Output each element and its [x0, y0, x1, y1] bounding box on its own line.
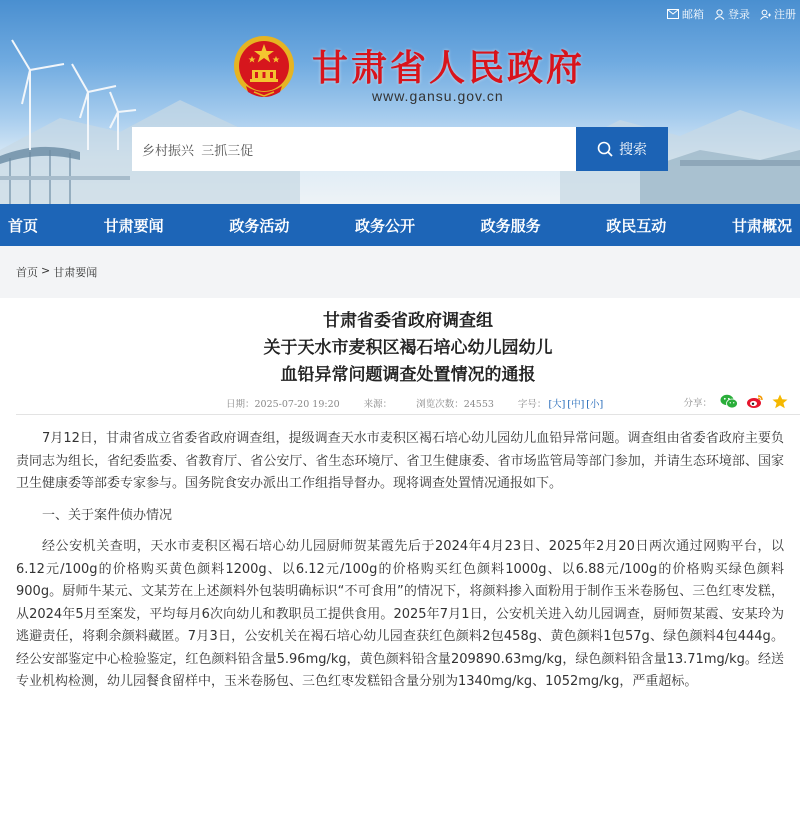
site-url: www.gansu.gov.cn: [372, 88, 504, 104]
article-body: [16, 428, 784, 703]
article-views: 浏览次数：24553: [416, 399, 494, 410]
site-title: 甘肃省人民政府: [312, 47, 586, 89]
nav-item-gansu-news[interactable]: 甘肃要闻: [103, 216, 164, 235]
article-paragraph: 经公安机关查明，天水市麦积区褐石培心幼儿园厨师贺某霞先后于2024年4月23日、2025年2月20日两次通过网购平台，以6.12元/100g的价格购买黄色颜料1200g、以6.12元/100g的价格购买红色颜料1000g、以6.88元/100g的价格购买绿色颜料900g。厨师牛某元、文某芳在上述颜料外包装明确标识“不可食用”的情况下，将颜料掺入面粉用于制作玉米卷肠包、三色红枣发糕，从2024年5月至案发，平均每月6次向幼儿和教职员工提供食用。2025年7月1日，公安机关进入幼儿园调查，厨师贺某霞、安某玲为逃避责任，将剩余颜料藏匿。7月3日，公安机关在褐石培心幼儿园查获红色颜料2包458g、黄色颜料1包57g、绿色颜料4包444g。经公安部鉴定中心检验鉴定，红色颜料铅含量5.96mg/kg，黄色颜料铅含量209890.63mg/kg，绿色颜料铅含量13.71mg/kg。经送专业机构检测，幼儿园餐食留样中，玉米卷肠包、三色红枣发糕铅含量分别为1340mg/kg、1052mg/kg，严重超标。: [16, 539, 784, 689]
weibo-icon[interactable]: [746, 394, 764, 409]
share-bar: [683, 394, 788, 409]
article-title: [16, 308, 800, 389]
mail-label: 邮箱: [682, 8, 704, 21]
register-icon: [760, 9, 771, 20]
user-icon: [714, 9, 725, 20]
font-size-label: 字号：: [517, 399, 547, 410]
main-nav: [0, 204, 800, 246]
search-button-label: 搜索: [619, 142, 647, 158]
meta-divider: [16, 414, 800, 415]
breadcrumb: [16, 264, 97, 280]
nav-item-government-activities[interactable]: 政务活动: [229, 216, 290, 235]
font-size-small-button[interactable]: [小]: [586, 399, 604, 410]
article-title-line: 关于天水市麦积区褐石培心幼儿园幼儿: [263, 338, 553, 358]
top-links: [667, 6, 796, 22]
article-title-line: 血铅异常问题调查处置情况的通报: [280, 365, 536, 385]
nav-item-public-interaction[interactable]: 政民互动: [606, 216, 667, 235]
nav-item-government-disclosure[interactable]: 政务公开: [354, 216, 415, 235]
breadcrumb-bar: [0, 246, 800, 298]
article-date: 日期：2025-07-20 19:20: [226, 399, 340, 410]
breadcrumb-home[interactable]: 首页: [16, 266, 38, 279]
search-input[interactable]: [132, 127, 576, 171]
mail-link[interactable]: [667, 6, 704, 22]
nav-item-government-services[interactable]: 政务服务: [480, 216, 541, 235]
article-source: 来源：: [363, 399, 393, 410]
wechat-icon[interactable]: [720, 394, 738, 409]
article-paragraph: 7月12日，甘肃省成立省委省政府调查组，提级调查天水市麦积区褐石培心幼儿园幼儿血铅异常问题。调查组由省委省政府主要负责同志为组长，省纪委监委、省教育厅、省公安厅、省生态环境厅、省卫生健康委、省市场监管局等部门参加，并请生态环境部、国家卫生健康委等部委专家参与。国务院食安办派出工作组指导督办。现将调查处置情况通报如下。: [16, 431, 784, 491]
login-label: 登录: [728, 8, 750, 21]
national-emblem-icon: [232, 34, 296, 100]
breadcrumb-separator: >: [41, 264, 51, 277]
article-section-heading: 一、关于案件侦办情况: [42, 507, 173, 523]
search-button[interactable]: [576, 127, 668, 171]
font-size-controls: [518, 396, 603, 410]
nav-item-gansu-overview[interactable]: 甘肃概况: [731, 216, 792, 235]
share-label: 分享：: [683, 397, 712, 409]
article-title-line: 甘肃省委省政府调查组: [323, 311, 493, 331]
register-link[interactable]: [760, 6, 796, 22]
font-size-large-button[interactable]: [大]: [548, 399, 566, 410]
breadcrumb-current[interactable]: 甘肃要闻: [53, 266, 98, 279]
login-link[interactable]: [714, 6, 750, 22]
article: [16, 298, 800, 814]
article-meta: [226, 396, 603, 410]
register-label: 注册: [774, 8, 796, 21]
mail-icon: [667, 9, 679, 19]
header-banner: [0, 0, 800, 204]
qzone-icon[interactable]: [772, 394, 788, 409]
font-size-medium-button[interactable]: [中]: [567, 399, 585, 410]
search-icon: [597, 141, 613, 157]
nav-item-home[interactable]: 首页: [8, 216, 39, 235]
